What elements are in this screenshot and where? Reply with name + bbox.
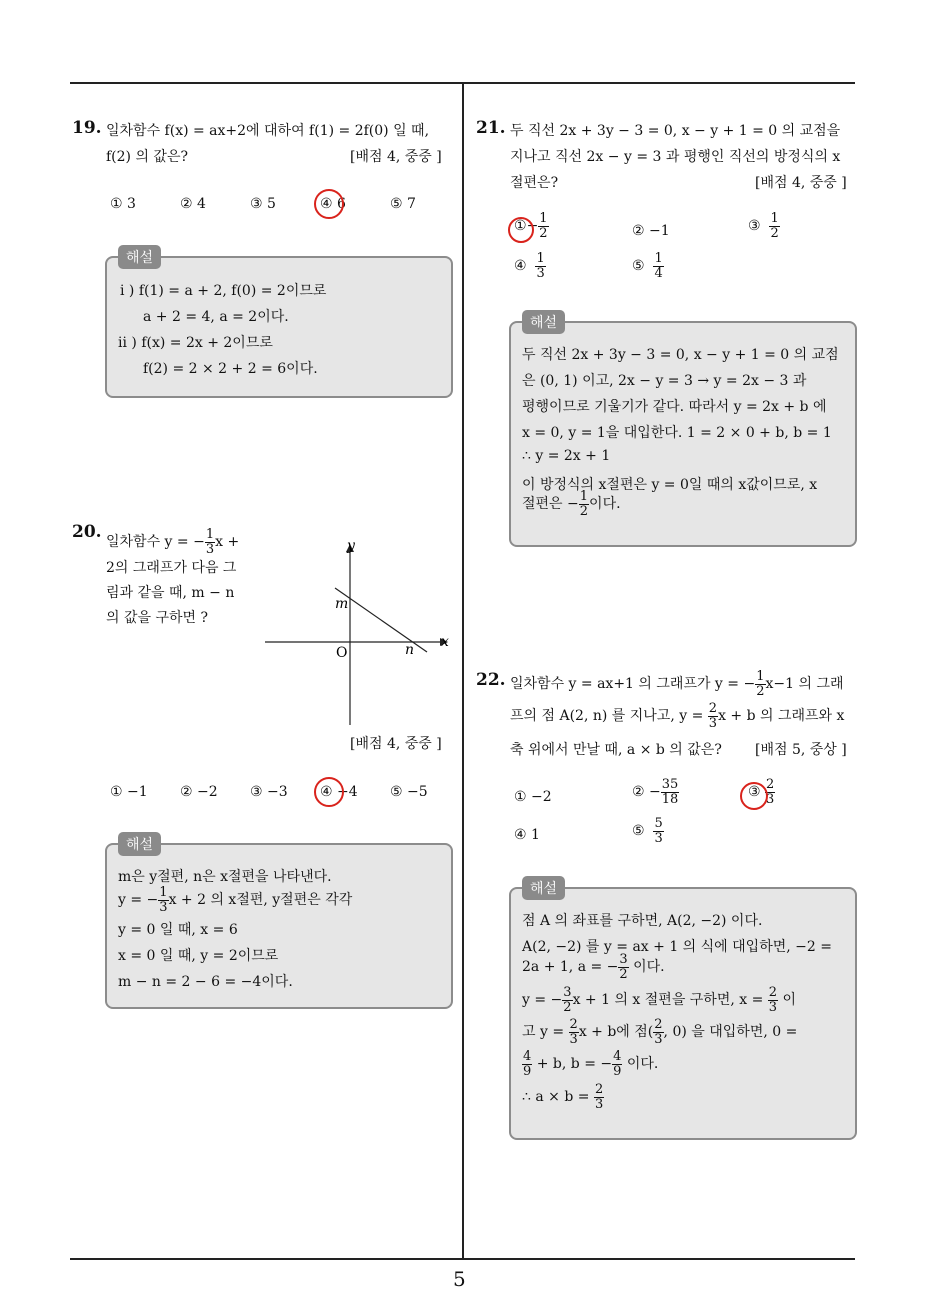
q21-choice-1[interactable]: ①− $\frac{1}{2}$: [514, 211, 548, 241]
q21-solution-line4: x = 0, y = 1을 대입한다. 1 = 2 × 0 + b, b = 1: [522, 425, 832, 441]
q19-stem-line1: 일차함수 f(x) = ax+2에 대하여 f(1) = 2f(0) 일 때,: [106, 123, 430, 139]
q20-solution-line1: m은 y절편, n은 x절편을 나타낸다.: [118, 869, 332, 885]
q22-solution-line1: 점 A 의 좌표를 구하면, A(2, −2) 이다.: [522, 913, 763, 929]
q19-solution-line3: ii ) f(x) = 2x + 2이므로: [118, 335, 273, 351]
q21-number: 21.: [476, 118, 506, 138]
q20-number: 20.: [72, 522, 102, 542]
q21-choice-3[interactable]: ③ $\frac{1}{2}$: [748, 211, 779, 241]
q20-score: [배점 4, 중중 ]: [350, 736, 442, 752]
q19-selected-mark: [314, 189, 344, 219]
q22-solution-tag: 해설: [522, 876, 565, 900]
q19-score: [배점 4, 중중 ]: [350, 149, 442, 165]
x-axis-label: x: [441, 634, 449, 650]
q21-selected-mark: [508, 217, 534, 243]
q21-solution-line6: 이 방정식의 x절편은 y = 0일 때의 x값이므로, x: [522, 477, 818, 493]
q22-stem-line2: 프의 점 A(2, n) 를 지나고, y = $\frac{2}{3}$ x + b 의 그래프와 x: [510, 701, 845, 731]
q19-solution-line1: i ) f(1) = a + 2, f(0) = 2이므로: [120, 283, 327, 299]
q21-choice-2[interactable]: ② −1: [632, 223, 670, 239]
q20-stem-line1: 일차함수 y = − $\frac{1}{3}$ x +: [106, 527, 240, 557]
q22-choice-4[interactable]: ④ 1: [514, 827, 540, 843]
q20-solution-line2: y = − $\frac{1}{3}$ x + 2 의 x절편, y절편은 각각: [118, 885, 353, 915]
m-label: m: [335, 596, 349, 612]
q22-solution-line2: A(2, −2) 를 y = ax + 1 의 식에 대입하면, −2 =: [522, 939, 832, 955]
column-divider: [462, 82, 464, 1260]
q21-stem-line2: 지나고 직선 2x − y = 3 과 평행인 직선의 방정식의 x: [510, 149, 841, 165]
q19-choice-1[interactable]: ① 3: [110, 196, 136, 212]
bottom-rule: [70, 1258, 855, 1260]
q20-choice-3[interactable]: ③ −3: [250, 784, 288, 800]
q20-selected-mark: [314, 777, 344, 807]
q20-choice-5[interactable]: ⑤ −5: [390, 784, 428, 800]
q20-solution-tag: 해설: [118, 832, 161, 856]
q21-solution-line2: 은 (0, 1) 이고, 2x − y = 3 → y = 2x − 3 과: [522, 373, 807, 389]
q22-number: 22.: [476, 670, 506, 690]
q21-stem-line3: 절편은?: [510, 175, 559, 191]
q19-solution-line4: f(2) = 2 × 2 + 2 = 6이다.: [143, 361, 318, 377]
q20-graph: [255, 530, 455, 730]
q22-stem-line1: 일차함수 y = ax+1 의 그래프가 y = − $\frac{1}{2}$ x−1 의 그래: [510, 669, 844, 699]
q20-choice-1[interactable]: ① −1: [110, 784, 148, 800]
q22-choice-2[interactable]: ② − $\frac{35}{18}$: [632, 777, 679, 807]
q19-choice-2[interactable]: ② 4: [180, 196, 206, 212]
page-number: 5: [453, 1267, 466, 1291]
q20-solution-line4: x = 0 일 때, y = 2이므로: [118, 948, 279, 964]
q19-solution-tag: 해설: [118, 245, 161, 269]
q20-frac: $\frac{1}{3}$: [205, 527, 215, 557]
q19-number: 19.: [72, 118, 102, 138]
q20-stem-line3: 림과 같을 때, m − n: [106, 585, 235, 601]
q19-choice-5[interactable]: ⑤ 7: [390, 196, 416, 212]
q22-solution-line3: 2a + 1, a = − $\frac{3}{2}$ 이다.: [522, 952, 665, 982]
q22-score: [배점 5, 중상 ]: [755, 742, 847, 758]
q20-stem-line4: 의 값을 구하면 ?: [106, 610, 209, 626]
q19-solution-line2: a + 2 = 4, a = 2이다.: [143, 309, 289, 325]
origin-label: O: [336, 645, 348, 661]
q22-selected-mark: [740, 782, 768, 810]
q21-score: [배점 4, 중중 ]: [755, 175, 847, 191]
q19-stem-line2: f(2) 의 값은?: [106, 149, 188, 165]
q21-solution-line5: ∴ y = 2x + 1: [522, 448, 611, 464]
q22-stem-line3: 축 위에서 만날 때, a × b 의 값은?: [510, 742, 722, 758]
q22-choice-3[interactable]: ③ $\frac{2}{3}$: [748, 777, 775, 807]
q19-choice-3[interactable]: ③ 5: [250, 196, 276, 212]
q21-choice-5[interactable]: ⑤ $\frac{1}{4}$: [632, 251, 663, 281]
q22-solution-line4: y = − $\frac{3}{2}$ x + 1 의 x 절편을 구하면, x = $\frac{2}{3}$ 이: [522, 985, 797, 1015]
q22-choice-1[interactable]: ① −2: [514, 789, 552, 805]
q21-solution-tag: 해설: [522, 310, 565, 334]
q19-choice-4[interactable]: ④ 6: [320, 196, 346, 212]
q22-solution-line7: ∴ a × b = $\frac{2}{3}$: [522, 1082, 604, 1112]
q21-solution-line7: 절편은 − $\frac{1}{2}$ 이다.: [522, 489, 621, 519]
q22-solution-line5: 고 y = $\frac{2}{3}$ x + b에 점( $\frac{2}{3}$ , 0) 을 대입하면, 0 =: [522, 1017, 798, 1047]
q21-solution-line1: 두 직선 2x + 3y − 3 = 0, x − y + 1 = 0 의 교점: [522, 347, 839, 363]
q21-stem-line1: 두 직선 2x + 3y − 3 = 0, x − y + 1 = 0 의 교점을: [510, 123, 841, 139]
q20-solution-line3: y = 0 일 때, x = 6: [118, 922, 238, 938]
n-label: n: [405, 642, 415, 658]
q20-stem-line2: 2의 그래프가 다음 그: [106, 560, 237, 576]
y-axis-label: y: [347, 538, 355, 554]
q22-solution-line6: $\frac{4}{9}$ + b, b = − $\frac{4}{9}$ 이다.: [523, 1049, 659, 1079]
q20-choice-2[interactable]: ② −2: [180, 784, 218, 800]
q20-choice-4[interactable]: ④ −4: [320, 784, 358, 800]
q22-choice-5[interactable]: ⑤ $\frac{5}{3}$: [632, 816, 663, 846]
q21-solution-line3: 평행이므로 기울기가 같다. 따라서 y = 2x + b 에: [522, 399, 827, 415]
q21-choice-4[interactable]: ④ $\frac{1}{3}$: [514, 251, 545, 281]
q20-solution-line5: m − n = 2 − 6 = −4이다.: [118, 974, 293, 990]
